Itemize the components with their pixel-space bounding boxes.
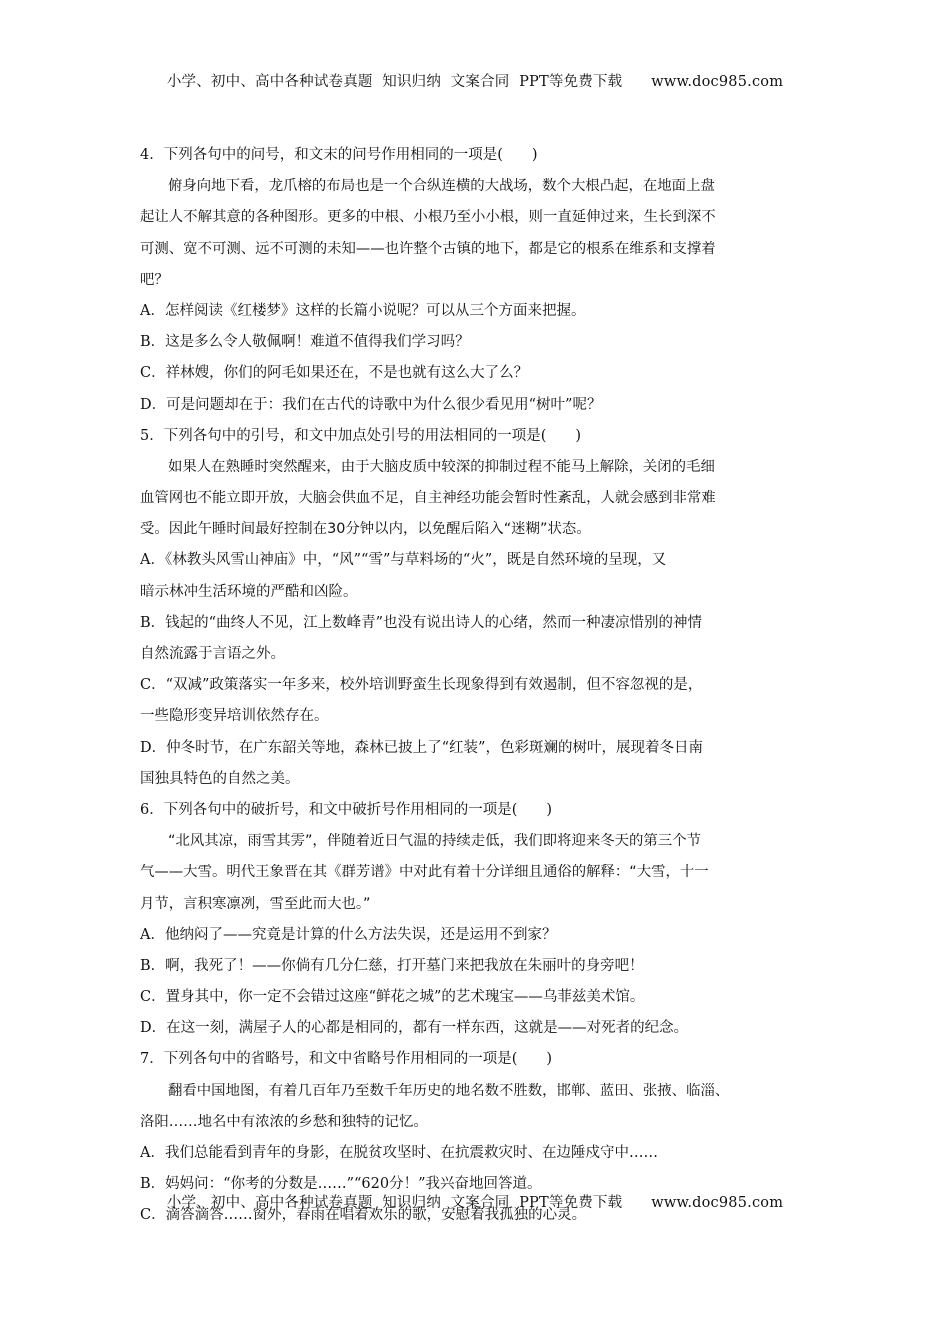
- option-a: A．我们总能看到青年的身影，在脱贫攻坚时、在抗震救灾时、在边陲戍守中……: [140, 1145, 658, 1161]
- option-a-cont: 暗示林冲生活环境的严酷和凶险。: [140, 583, 358, 600]
- option-c: C．祥林嫂，你们的阿毛如果还在，不是也就有这么大了么？: [140, 365, 529, 382]
- option-a: A．他纳闷了——究竟是计算的什么方法失误，还是运用不到家？: [140, 926, 557, 943]
- passage-line: “北风其凉，雨雪其雱”，伴随着近日气温的持续走低，我们即将迎来冬天的第三个节: [168, 833, 701, 850]
- question-6: [140, 798, 815, 1040]
- passage-text: 状态。: [547, 521, 591, 538]
- option-b: B．钱起的“曲终人不见，江上数峰青”也没有说出诗人的心绪，然而一种凄凉惜别的神情: [140, 614, 702, 631]
- option-d: D．在这一刻，满屋子人的心都是相同的，都有一样东西，这就是——对死者的纪念。: [140, 1020, 689, 1037]
- passage-line: 如果人在熟睡时突然醒来，由于大脑皮质中较深的抑制过程不能马上解除，关闭的毛细: [168, 458, 715, 475]
- option-d: D．仲冬时节，在广东韶关等地，森林已披上了“红装”，色彩斑斓的树叶，展现着冬日南: [140, 739, 703, 756]
- question-passage: [140, 174, 815, 292]
- question-5: [140, 424, 815, 791]
- page-footer: 小学、初中、高中各种试卷真题 知识归纳 文案合同 PPT等免费下载 www.doc985.com: [166, 1195, 784, 1211]
- question-stem: 5．下列各句中的引号，和文中加点处引号的用法相同的一项是( ): [140, 427, 582, 444]
- question-content: [140, 143, 815, 1235]
- passage-line: 血管网也不能立即开放，大脑会供血不足，自主神经功能会暂时性紊乱，人就会感到非常难: [140, 490, 716, 507]
- option-b: B．这是多么令人敬佩啊！难道不值得我们学习吗？: [140, 334, 470, 351]
- option-b-cont: 自然流露于言语之外。: [140, 646, 285, 662]
- question-stem: 6．下列各句中的破折号，和文中破折号作用相同的一项是( ): [140, 801, 553, 818]
- passage-line: 洛阳……地名中有浓浓的乡愁和独特的记忆。: [140, 1113, 428, 1130]
- option-d: D．可是问题却在于：我们在古代的诗歌中为什么很少看见用“树叶”呢？: [140, 396, 602, 413]
- option-c-cont: 一些隐形变异培训依然存在。: [140, 708, 329, 725]
- option-b: B．妈妈问：“你考的分数是……”“620分！”我兴奋地回答道。: [140, 1176, 542, 1193]
- dotted-mark: 糊: [526, 517, 540, 541]
- option-a: A．《林教头风雪山神庙》中，“风”“雪”与草料场的“火”，既是自然环境的呈现，又: [140, 552, 667, 569]
- question-stem: 4．下列各句中的问号，和文末的问号作用相同的一项是( ): [140, 147, 538, 163]
- passage-line: 可测、宽不可测、远不可测的未知——也许整个古镇的地下，都是它的根系在维系和支撑着: [140, 240, 716, 257]
- question-4: [140, 143, 815, 417]
- passage-line: 俯身向地下看，龙爪榕的布局也是一个合纵连横的大战场，数个大根凸起，在地面上盘: [168, 178, 715, 195]
- passage-line: 气——大雪。明代王象晋在其《群芳谱》中对此有着十分详细且通俗的解释：“大雪，十一: [140, 864, 709, 881]
- page-header: 小学、初中、高中各种试卷真题 知识归纳 文案合同 PPT等免费下载 www.doc985.com: [166, 74, 784, 90]
- dotted-mark: ”: [540, 517, 547, 541]
- option-d-cont: 国独具特色的自然之美。: [140, 770, 300, 787]
- dotted-mark: “: [504, 517, 511, 541]
- option-a: A．怎样阅读《红楼梦》这样的长篇小说呢？可以从三个方面来把握。: [140, 302, 586, 319]
- option-c: C．“双减”政策落实一年多来，校外培训野蛮生长现象得到有效遏制，但不容忽视的是，: [140, 677, 703, 694]
- passage-line: 月节，言积寒凛冽，雪至此而大也。”: [140, 895, 371, 912]
- option-c: C．滴答滴答……窗外，春雨在唱着欢乐的歌，安慰着我孤独的心灵。: [140, 1207, 587, 1224]
- question-stem: 7．下列各句中的省略号，和文中省略号作用相同的一项是( ): [140, 1051, 553, 1068]
- question-passage: [140, 829, 815, 915]
- option-c: C．置身其中，你一定不会错过这座“鲜花之城”的艺术瑰宝——乌菲兹美术馆。: [140, 989, 645, 1006]
- passage-line: 翻看中国地图，有着几百年乃至数千年历史的地名数不胜数，邯郸、蓝田、张掖、临淄、: [168, 1082, 730, 1099]
- passage-line: 起让人不解其意的各种图形。更多的中根、小根乃至小小根，则一直延伸过来，生长到深不: [140, 209, 716, 226]
- option-b: B．啊，我死了！——你倘有几分仁慈，打开墓门来把我放在朱丽叶的身旁吧！: [140, 957, 644, 974]
- passage-text: 受。因此午睡时间最好控制在30分钟以内，以免醒后陷入: [140, 521, 504, 538]
- passage-line: 吧？: [140, 271, 169, 288]
- passage-line: [140, 517, 815, 541]
- dotted-mark: 迷: [511, 517, 525, 541]
- question-passage: [140, 455, 815, 541]
- question-passage: [140, 1079, 815, 1134]
